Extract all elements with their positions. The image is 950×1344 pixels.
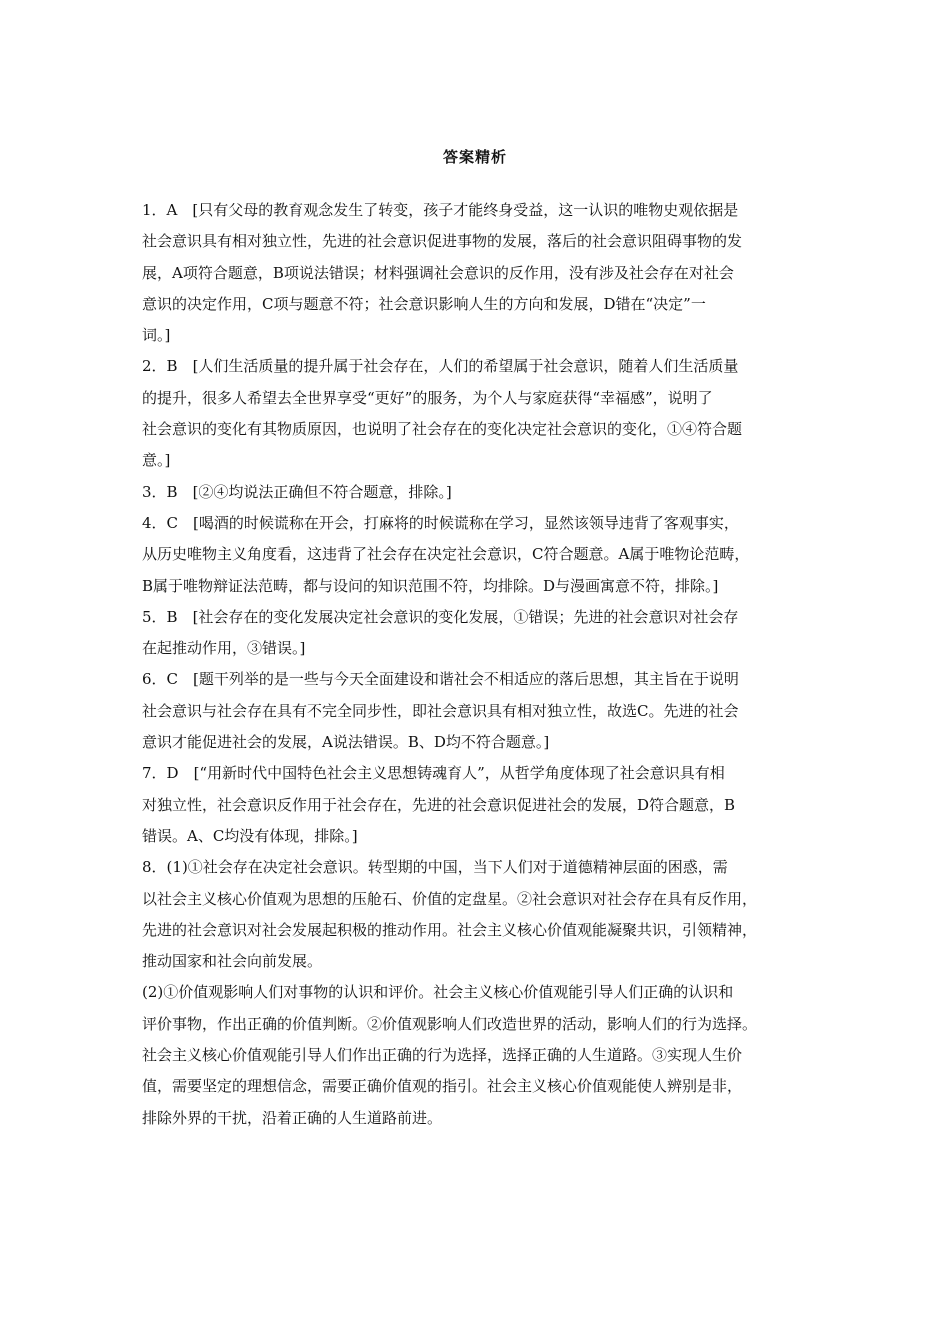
- text-line: 意识才能促进社会的发展，A说法错误。B、D均不符合题意。]: [142, 733, 550, 752]
- text-line: 7．D [“用新时代中国特色社会主义思想铸魂育人”，从哲学角度体现了社会意识具有相: [142, 764, 725, 783]
- text-line: 排除外界的干扰，沿着正确的人生道路前进。: [142, 1108, 443, 1127]
- text-line: 对独立性，社会意识反作用于社会存在，先进的社会意识促进社会的发展，D符合题意，B: [142, 795, 736, 814]
- text-line: 展，A项符合题意，B项说法错误；材料强调社会意识的反作用，没有涉及社会存在对社会: [142, 263, 734, 282]
- text-line: 以社会主义核心价值观为思想的压舱石、价值的定盘星。②社会意识对社会存在具有反作用，: [142, 889, 758, 908]
- text-line: 1．A [只有父母的教育观念发生了转变，孩子才能终身受益，这一认识的唯物史观依据是: [142, 201, 739, 219]
- text-line: 从历史唯物主义角度看，这违背了社会存在决定社会意识，C符合题意。A属于唯物论范畴，: [142, 545, 750, 564]
- text-line: 3．B [②④均说法正确但不符合题意，排除。]: [142, 482, 452, 501]
- text-line: 社会主义核心价值观能引导人们作出正确的行为选择，选择正确的人生道路。③实现人生价: [142, 1046, 743, 1065]
- text-line: 推动国家和社会向前发展。: [142, 952, 323, 971]
- text-line: 5．B [社会存在的变化发展决定社会意识的变化发展，①错误；先进的社会意识对社会存: [142, 607, 739, 626]
- text-line: 值，需要坚定的理想信念，需要正确价值观的指引。社会主义核心价值观能使人辨别是非，: [142, 1077, 743, 1096]
- text-line: 社会意识具有相对独立性，先进的社会意识促进事物的发展，落后的社会意识阻碍事物的发: [142, 232, 743, 251]
- text-line: 6．C [题干列举的是一些与今天全面建设和谐社会不相适应的落后思想，其主旨在于说明: [142, 670, 739, 689]
- text-line: 社会意识的变化有其物质原因，也说明了社会存在的变化决定社会意识的变化，①④符合题: [142, 420, 743, 439]
- text-line: 先进的社会意识对社会发展起积极的推动作用。社会主义核心价值观能凝聚共识，引领精神，: [142, 920, 758, 939]
- text-line: B属于唯物辩证法范畴，都与设问的知识范围不符，均排除。D与漫画寓意不符，排除。]: [142, 576, 719, 595]
- answer-text: [142, 195, 814, 1134]
- text-line: 词。]: [142, 326, 171, 345]
- text-line: 评价事物，作出正确的价值判断。②价值观影响人们改造世界的活动，影响人们的行为选择。: [142, 1014, 758, 1033]
- text-line: 意识的决定作用，C项与题意不符；社会意识影响人生的方向和发展，D错在“决定”一: [142, 294, 706, 313]
- page-title: 答案精析: [442, 148, 507, 166]
- text-line: (2)①价值观影响人们对事物的认识和评价。社会主义核心价值观能引导人们正确的认识和: [142, 983, 734, 1002]
- text-line: 社会意识与社会存在具有不完全同步性，即社会意识具有相对独立性，故选C。先进的社会: [142, 701, 739, 720]
- text-line: 2．B [人们生活质量的提升属于社会存在，人们的希望属于社会意识，随着人们生活质量: [142, 357, 739, 376]
- text-line: 4．C [喝酒的时候谎称在开会，打麻将的时候谎称在学习，显然该领导违背了客观事实，: [142, 513, 739, 532]
- text-line: 8．(1)①社会存在决定社会意识。转型期的中国，当下人们对于道德精神层面的困惑，需: [142, 858, 728, 877]
- text-line: 意。]: [142, 451, 171, 470]
- text-line: 错误。A、C均没有体现，排除。]: [142, 826, 358, 845]
- text-line: 的提升，很多人希望去全世界享受“更好”的服务，为个人与家庭获得“幸福感”，说明了: [142, 388, 713, 407]
- text-line: 在起推动作用，③错误。]: [142, 639, 306, 658]
